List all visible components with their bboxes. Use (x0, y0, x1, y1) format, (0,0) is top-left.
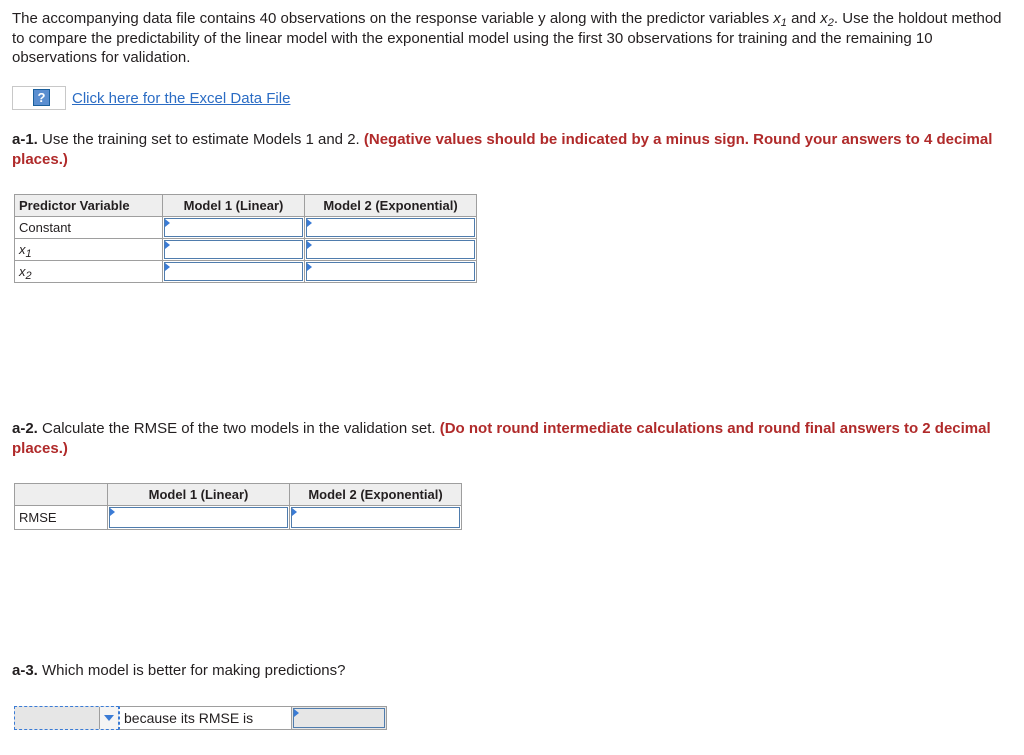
input-marker-icon (165, 263, 170, 271)
header-model-2-exponential: Model 2 (Exponential) (290, 484, 462, 506)
x1-variable: $x_1$ (773, 10, 787, 29)
data-file-row (12, 86, 290, 110)
question-a1-text: Use the training set to estimate Models 1 and 2. (37, 131, 364, 148)
x1-model1-input[interactable] (163, 239, 305, 261)
input-marker-icon (307, 263, 312, 271)
row-label-constant: Constant (15, 217, 163, 239)
input-marker-icon (307, 241, 312, 249)
header-empty (15, 484, 108, 506)
header-model-1-linear: Model 1 (Linear) (163, 195, 305, 217)
question-a2 (12, 419, 1002, 458)
question-a1-note: (Negative values should be indicated by a minus sign. Round your answers to 4 decimal places.) (12, 131, 993, 168)
question-a3-number: a-3. (12, 662, 38, 679)
question-a1 (12, 130, 1002, 169)
rmse-comparison-input[interactable] (291, 706, 387, 730)
input-marker-icon (294, 709, 299, 717)
question-a2-number: a-2. (12, 420, 38, 437)
answer-a3-row (14, 706, 387, 730)
constant-model1-input[interactable] (163, 217, 305, 239)
intro-and: and (786, 10, 821, 27)
row-label-x2: $x_2$ (15, 261, 163, 283)
help-button[interactable] (12, 86, 66, 110)
table-row-constant (15, 217, 477, 239)
because-label: because its RMSE is (119, 706, 291, 730)
question-mark-icon: ? (33, 89, 50, 106)
rmse-model2-input[interactable] (290, 506, 462, 530)
question-a2-note: (Do not round intermediate calculations and round final answers to 2 decimal places.) (12, 420, 991, 457)
better-model-dropdown[interactable] (14, 706, 119, 730)
rmse-model1-input[interactable] (108, 506, 290, 530)
x2-variable: $x_2$ (820, 10, 834, 29)
row-label-x1: $x_1$ (15, 239, 163, 261)
x2-model2-input[interactable] (305, 261, 477, 283)
header-predictor-variable: Predictor Variable (15, 195, 163, 217)
header-model-2-exponential: Model 2 (Exponential) (305, 195, 477, 217)
input-marker-icon (292, 508, 297, 516)
intro-text-2: . Use the holdout method to compare the predictability of the linear model with the exponential model using the first 30 observations for training and the remaining 10 observations for validation. (12, 10, 1002, 66)
question-a3 (12, 661, 1002, 681)
chevron-down-icon (104, 715, 114, 721)
table-row-rmse (15, 506, 462, 530)
x1-model2-input[interactable] (305, 239, 477, 261)
question-a3-text: Which model is better for making predictions? (37, 662, 346, 679)
question-a2-text: Calculate the RMSE of the two models in the validation set. (37, 420, 440, 437)
table-header-row (15, 484, 462, 506)
rmse-table (14, 483, 462, 530)
table-row-x2 (15, 261, 477, 283)
table-row-x1 (15, 239, 477, 261)
input-marker-icon (165, 241, 170, 249)
dropdown-toggle[interactable] (99, 707, 118, 729)
excel-data-file-link[interactable]: Click here for the Excel Data File (72, 89, 291, 107)
question-a1-number: a-1. (12, 131, 38, 148)
input-marker-icon (110, 508, 115, 516)
intro-text-1: The accompanying data file contains 40 observations on the response variable y along with the predictor variables (12, 10, 774, 27)
problem-statement (12, 9, 1012, 68)
row-label-rmse: RMSE (15, 506, 108, 530)
table-header-row (15, 195, 477, 217)
x2-model1-input[interactable] (163, 261, 305, 283)
constant-model2-input[interactable] (305, 217, 477, 239)
input-marker-icon (165, 219, 170, 227)
coefficients-table (14, 194, 477, 283)
input-marker-icon (307, 219, 312, 227)
header-model-1-linear: Model 1 (Linear) (108, 484, 290, 506)
